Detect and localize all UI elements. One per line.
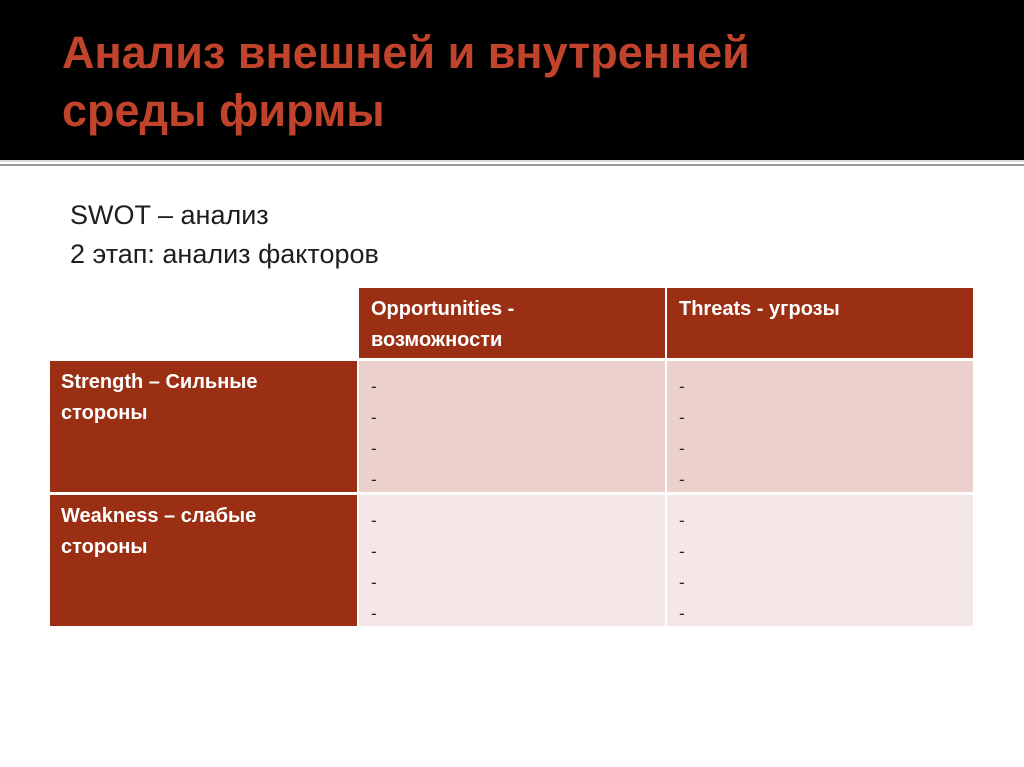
title-bar: [0, 0, 1024, 160]
subtitle-line-2: 2 этап: анализ факторов: [70, 239, 379, 269]
row-header-strength-line-2: стороны: [61, 402, 148, 424]
column-header-opportunities-line-1: Opportunities -: [371, 298, 515, 320]
list-item: -: [679, 439, 685, 458]
list-item: -: [371, 573, 377, 592]
list-item: -: [371, 408, 377, 427]
row-header-weakness: [50, 495, 357, 626]
list-item: -: [679, 408, 685, 427]
list-item: -: [679, 604, 685, 623]
column-header-threats: [667, 288, 973, 358]
cell-strength-threats: [667, 361, 973, 492]
row-header-weakness-line-1: Weakness – слабые: [61, 505, 257, 527]
title-divider-top: [0, 160, 1024, 162]
list-item: -: [679, 511, 685, 530]
title-divider-bottom: [0, 164, 1024, 166]
list-item: -: [371, 604, 377, 623]
row-header-strength: [50, 361, 357, 492]
slide-title-line-2: среды фирмы: [62, 85, 385, 136]
list-item: -: [371, 470, 377, 489]
list-item: -: [679, 573, 685, 592]
list-item: -: [679, 377, 685, 396]
row-header-weakness-line-2: стороны: [61, 536, 148, 558]
column-header-opportunities: [359, 288, 665, 358]
slide-title: [62, 24, 962, 140]
cell-strength-opportunities: [359, 361, 665, 492]
list-item: -: [371, 377, 377, 396]
list-item: -: [371, 439, 377, 458]
list-item: -: [371, 511, 377, 530]
slide-subtitle: [70, 196, 379, 274]
cell-weakness-threats: [667, 495, 973, 626]
list-item: -: [679, 470, 685, 489]
column-header-threats-line-1: Threats - угрозы: [679, 298, 840, 320]
row-header-strength-line-1: Strength – Сильные: [61, 371, 258, 393]
slide-title-line-1: Анализ внешней и внутренней: [62, 27, 750, 78]
subtitle-line-1: SWOT – анализ: [70, 200, 269, 230]
cell-weakness-opportunities: [359, 495, 665, 626]
column-header-opportunities-line-2: возможности: [371, 329, 503, 351]
list-item: -: [679, 542, 685, 561]
list-item: -: [371, 542, 377, 561]
